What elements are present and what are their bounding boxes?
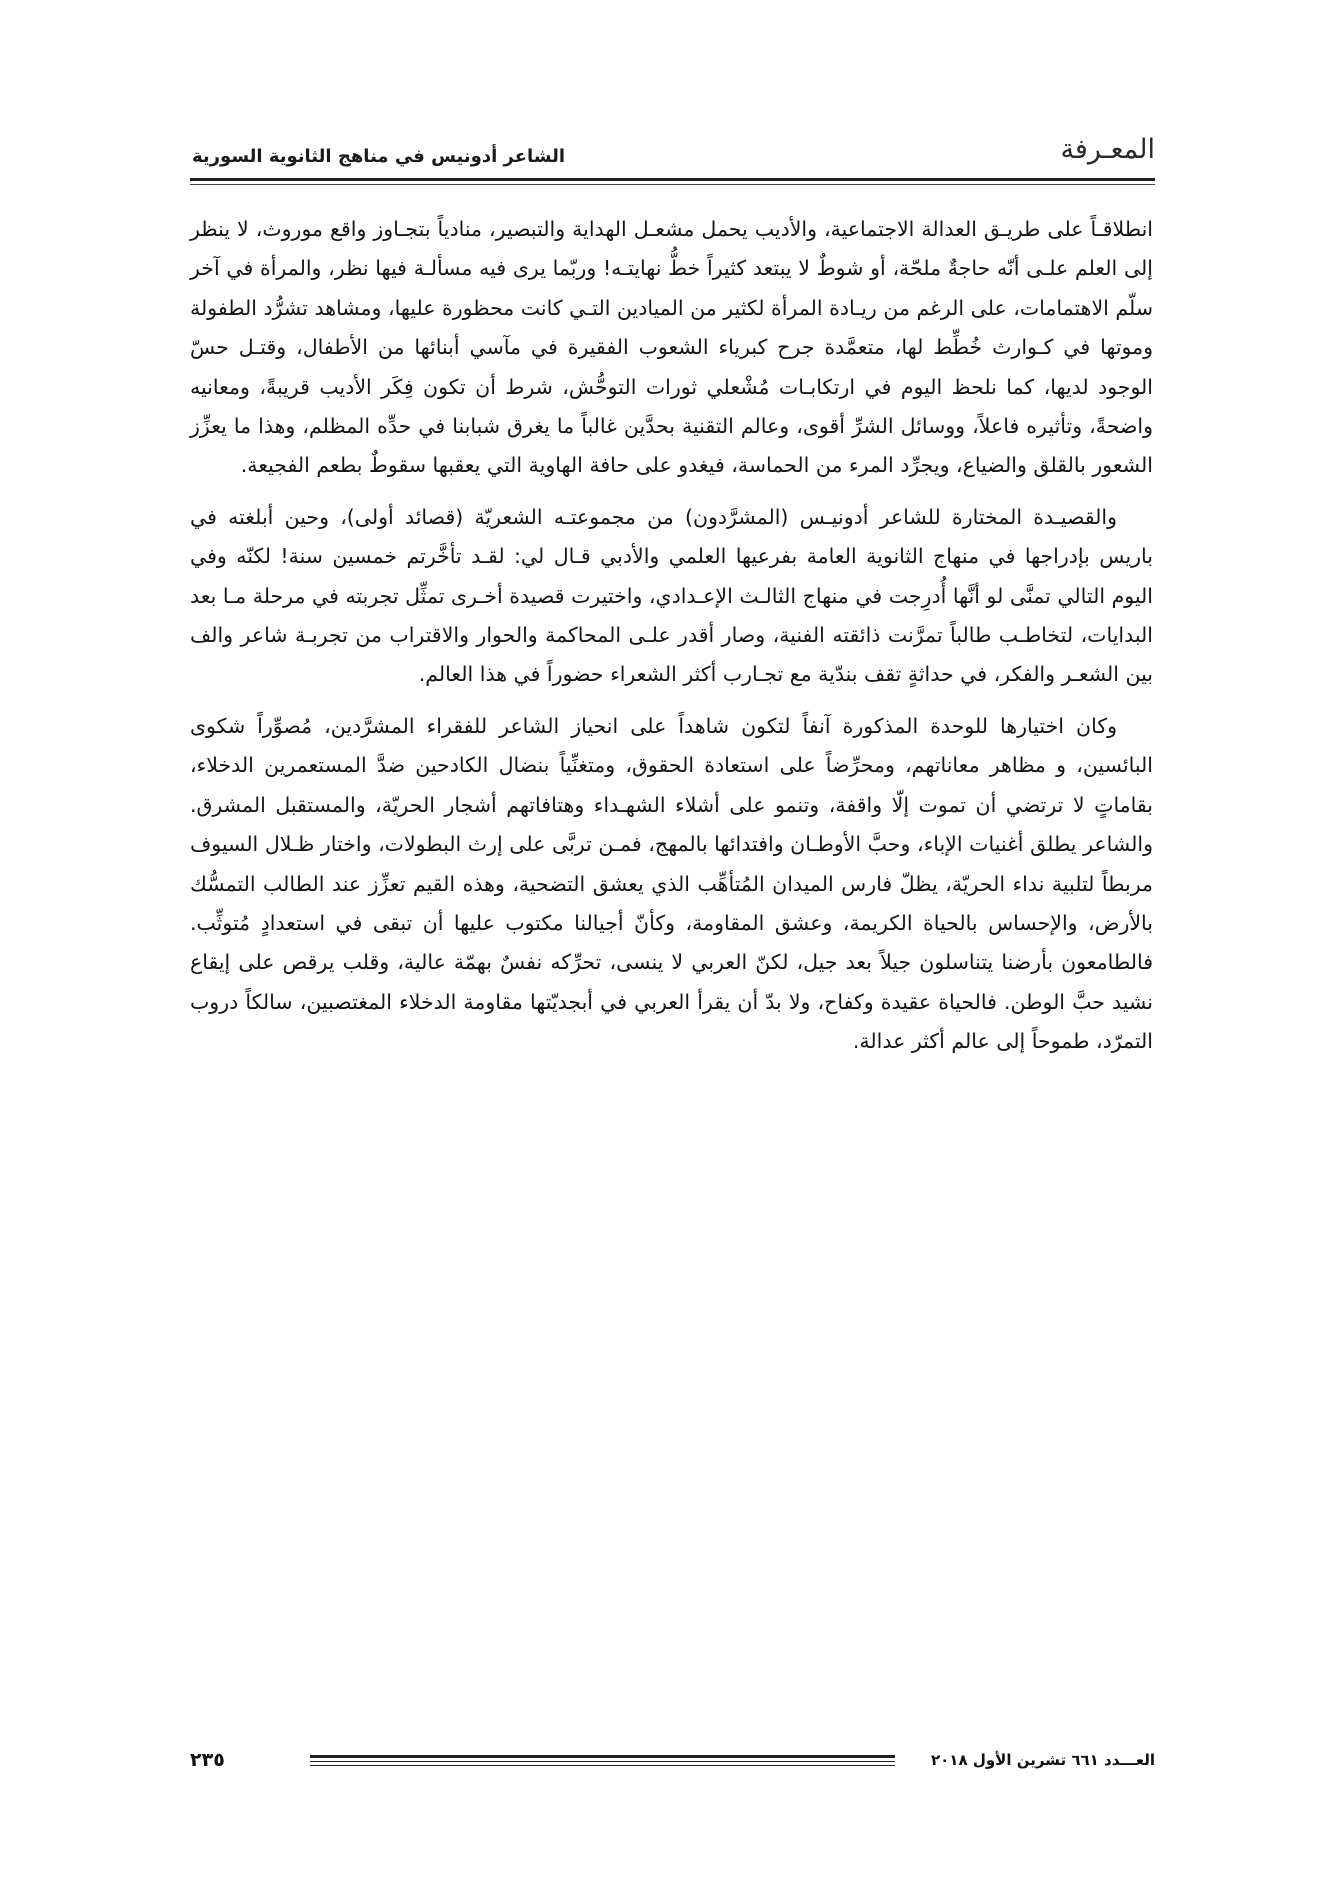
footer-divider-thin bbox=[310, 1761, 895, 1762]
issue-label: العـــدد ٦٦١ تشرين الأول ٢٠١٨ bbox=[931, 1751, 1155, 1769]
paragraph-1: انطلاقـاً على طريـق العدالة الاجتماعية، والأديب يحمل مشعـل الهداية والتبصير، منادياً بتجـاوز واقع موروث، لا ينظر إلى العلم علـى أنّه حاجةٌ ملحّة، أو شوطٌ لا يبتعد كثيراً خطُّ نهايتـه! وربّما يرى فيه مسألـة فيها نظر، والمرأة في آخر سلّم الاهتمامات، على الرغم من ريـادة المرأة لكثير من الميادين التـي كانت محظورة عليها، ومشاهد تشرُّد الطفولة وموتها في كـوارث خُطِّط لها، متعمَّدة جرح كبرياء الشعوب الفقيرة في مآسي أبنائها من الأطفال، وقتـل حسّ الوجود لديها، كما نلحظ اليوم في ارتكابـات مُشْعلي ثورات التوحُّش، شرط أن تكون فِكَر الأديب قريبةً، ومعانيه واضحةً، وتأثيره فاعلاً، ووسائل الشرِّ أقوى، وعالم التقنية بحدَّين غالباً ما يغرق شبابنا في حدِّه المظلم، وهذا ما يعزِّز الشعور بالقلق والضياع، ويجرِّد المرء من الحماسة، فيغدو على حافة الهاوية التي يعقبها سقوطٌ بطعم الفجيعة. bbox=[190, 217, 1153, 478]
footer-divider-thin-2 bbox=[310, 1765, 895, 1766]
page-header bbox=[190, 118, 1155, 180]
paragraph-2: والقصيـدة المختارة للشاعر أدونيـس (المشرَّدون) من مجموعتـه الشعريّة (قصائد أولى)، وحين أبلغته في باريس بإدراجها في منهاج الثانوية العامة بفرعيها العلمي والأدبي قـال لي: لقـد تأخَّرتم خمسين سنة! لكنّه وفي اليوم التالي تمنَّى لو أنَّها أُدرِجت في منهاج الثالـث الإعـدادي، واختيرت قصيدة أخـرى تمثِّل تجربته في مرحلة مـا بعد البدايات، لتخاطـب طالباً تمرَّنت ذائقته الفنية، وصار أقدر علـى المحاكمة والحوار والاقتراب من تجربـة شاعر والف بين الشعـر والفكر، في حداثةٍ تقف بندّية مع تجـارب أكثر الشعراء حضوراً في هذا العالم. bbox=[190, 504, 1153, 687]
running-title: الشاعر أدونيس في مناهج الثانوية السورية bbox=[192, 146, 565, 167]
header-divider bbox=[190, 178, 1155, 181]
article-body bbox=[190, 210, 1153, 1074]
page-number: ٢٣٥ bbox=[190, 1749, 225, 1771]
header-divider-thin bbox=[190, 184, 1155, 185]
page-footer bbox=[190, 1742, 1155, 1782]
journal-logo: المعـرفة bbox=[1060, 134, 1155, 165]
footer-divider bbox=[310, 1755, 895, 1758]
paragraph-3: وكان اختيارها للوحدة المذكورة آنفاً لتكون شاهداً على انحياز الشاعر للفقراء المشرَّدين، مُصوِّراً شكوى البائسين، و مظاهر معاناتهم، ومحرِّضاً على استعادة الحقوق، ومتغنِّياً بنضال الكادحين ضدَّ المستعمرين الدخلاء، بقاماتٍ لا ترتضي أن تموت إلّا واقفة، وتنمو على أشلاء الشهـداء وهتافاتهم أشجار الحريّة، والمستقبل المشرق. والشاعر يطلق أغنيات الإباء، وحبَّ الأوطـان وافتدائها بالمهج، فمـن تربَّى على إرث البطولات، واختار ظـلال السيوف مربطاً لتلبية نداء الحريّة، يظلّ فارس الميدان المُتأهِّب الذي يعشق التضحية، وهذه القيم تعزِّز عند الطالب التمسُّك بالأرض، والإحساس بالحياة الكريمة، وعشق المقاومة، وكأنّ أجيالنا مكتوب عليها أن تبقى في استعدادٍ مُتوثِّب. فالطامعون بأرضنا يتناسلون جيلاً بعد جيل، لكنّ العربي لا ينسى، تحرِّكه نفسٌ بهمّة عالية، وقلب يرقص على إيقاع نشيد حبَّ الوطن. فالحياة عقيدة وكفاح، ولا بدّ أن يقرأ العربي في أبجديّتها مقاومة الدخلاء المغتصبين، سالكاً دروب التمرّد، طموحاً إلى عالم أكثر عدالة. bbox=[190, 713, 1153, 1054]
